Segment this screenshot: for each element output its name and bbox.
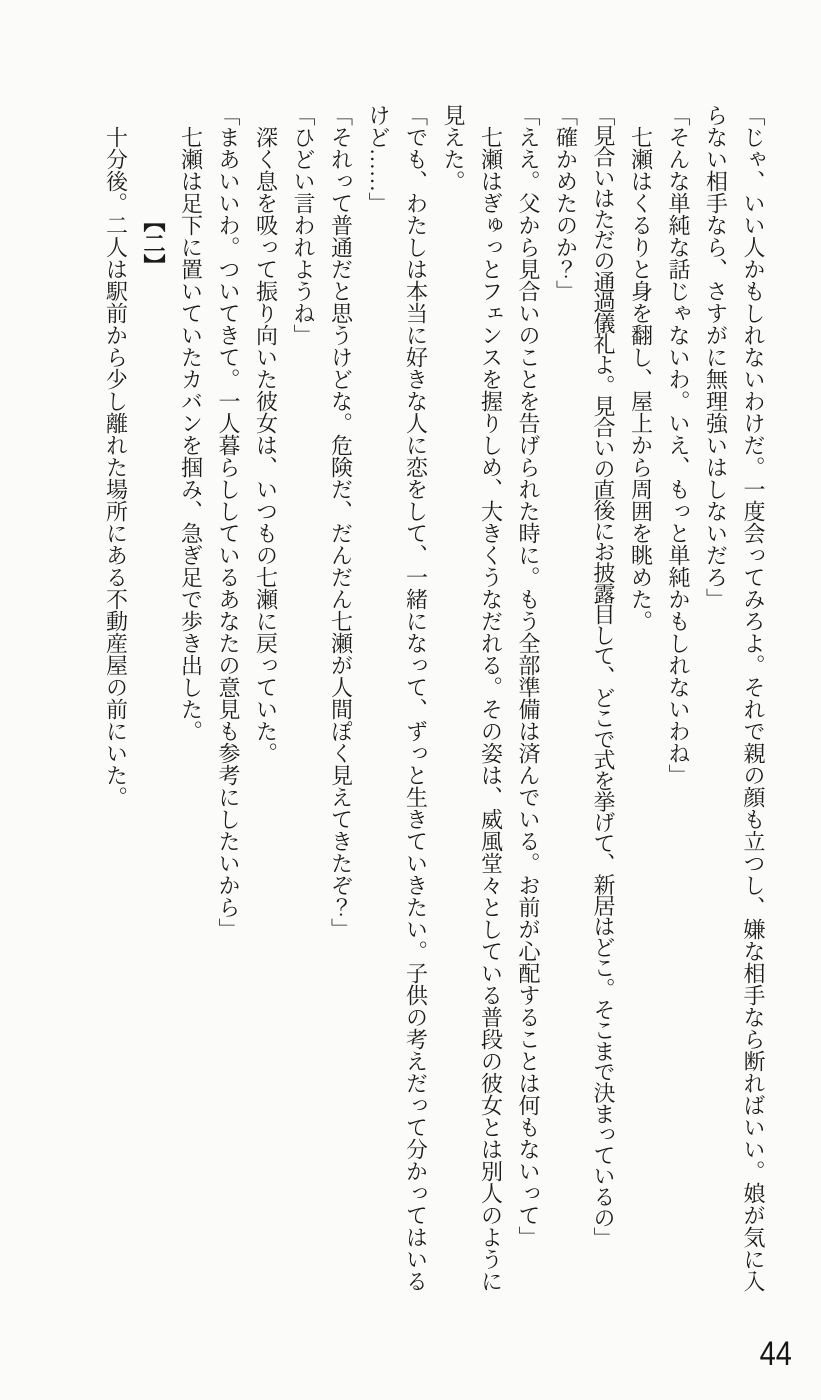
paragraph-dialogue: 「見合いはただの通過儀礼よ。見合いの直後にお披露目して、どこで式を挙げて、新居はどこ。そこまで決まっているの」: [591, 104, 616, 1249]
paragraph-narration: 七瀬は足下に置いていたカバンを掴み、急ぎ足で歩き出した。: [178, 126, 204, 742]
page-number: 44: [759, 1335, 792, 1373]
paragraph-narration: 深く息を吸って振り向いた彼女は、いつもの七瀬に戻っていた。: [253, 126, 279, 764]
paragraph-dialogue: 「でも、わたしは本当に好きな人に恋をして、一緒になって、ずっと生きていきたい。子供の考えだって分かってはいるけど……」: [366, 104, 429, 1292]
paragraph-narration: 十分後。二人は駅前から少し離れた場所にある不動産屋の前にいた。: [103, 126, 129, 808]
paragraph-dialogue: 「確かめたのか？」: [553, 104, 579, 302]
body-text: [97, 104, 772, 1292]
paragraph-dialogue: 「ええ。父から見合いのことを告げられた時に。もう全部準備は済んでいる。お前が心配することは何もないって」: [516, 104, 541, 1248]
paragraph-dialogue: 「そんな単純な話じゃないわ。いえ、もっと単純かもしれないわね」: [666, 104, 691, 786]
paragraph-dialogue: 「じゃ、いい人かもしれないわけだ。一度会ってみろよ。それで親の顔も立つし、嫌な相手なら断ればいい。娘が気に入らない相手なら、さすがに無理強いはしないだろ」: [703, 104, 766, 1292]
paragraph-narration: 七瀬はくるりと身を翻し、屋上から周囲を眺めた。: [628, 126, 654, 632]
paragraph-dialogue: 「ひどい言われようね」: [291, 104, 316, 346]
paragraph-dialogue: 「それって普通だと思うけどな。危険だ、だんだん七瀬が人間ぽく見えてきたぞ？」: [328, 104, 354, 940]
paragraph-narration: 七瀬はぎゅっとフェンスを握りしめ、大きくうなだれる。その姿は、威風堂々としている普段の彼女とは別人のように見えた。: [441, 104, 504, 1292]
paragraph-dialogue: 「まあいいわ。ついてきて。一人暮らししているあなたの意見も参考にしたいから」: [216, 104, 241, 940]
section-header: 【二】: [141, 210, 166, 276]
